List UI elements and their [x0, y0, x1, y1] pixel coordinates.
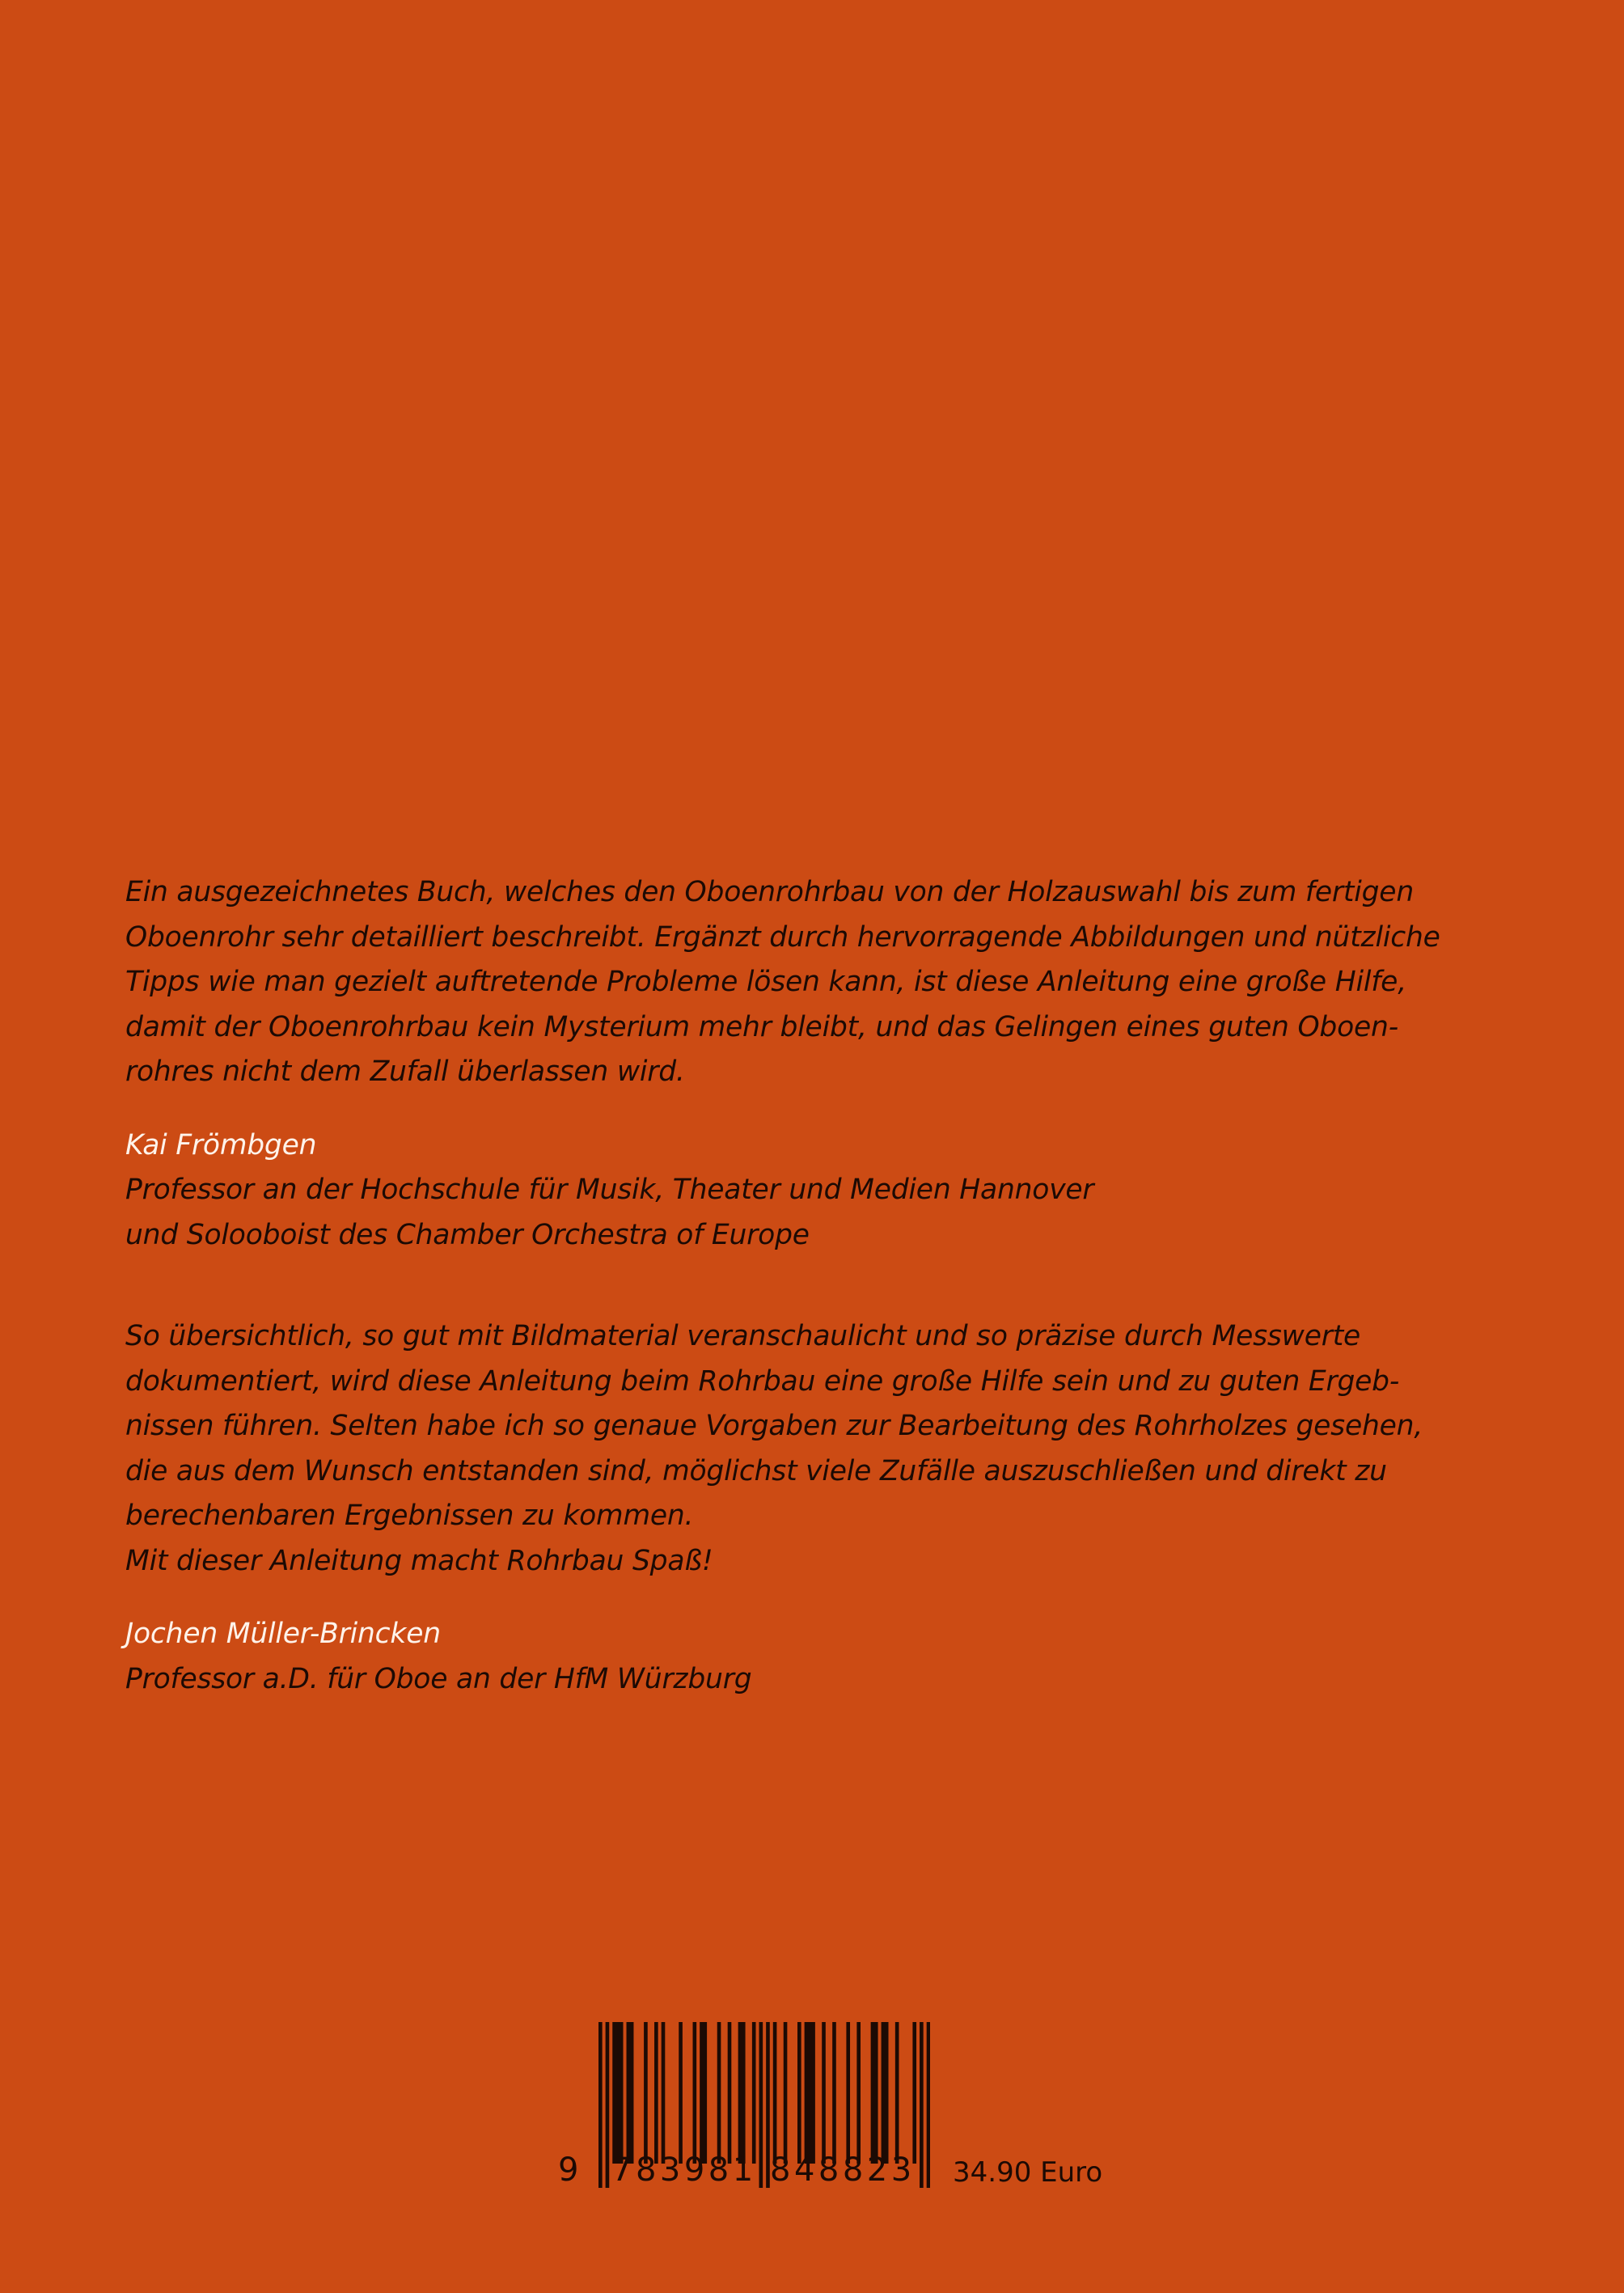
barcode-bar: [620, 2022, 624, 2164]
barcode-bar: [885, 2022, 889, 2164]
text-line: dokumentiert, wird diese Anleitung beim Rohrbau eine große Hilfe sein und zu guten Ergeb-: [125, 1364, 1400, 1398]
barcode-bar: [717, 2022, 721, 2164]
barcode-bar: [654, 2022, 658, 2164]
barcode-bar: [784, 2022, 788, 2164]
barcode-bar: [606, 2022, 610, 2188]
barcode-bar: [703, 2022, 707, 2164]
barcode-bar: [759, 2022, 763, 2188]
barcode-bar: [846, 2022, 850, 2164]
barcode-bar: [871, 2022, 875, 2164]
barcode-bar: [627, 2022, 631, 2164]
author-name: Kai Frömbgen: [125, 1128, 317, 1161]
barcode-bar: [882, 2022, 886, 2164]
text-line: nissen führen. Selten habe ich so genaue Vorgaben zur Bearbeitung des Rohrholzes gesehen,: [125, 1410, 1423, 1442]
barcode-bar: [679, 2022, 683, 2164]
text-line: rohres nicht dem Zufall überlassen wird.: [125, 1056, 685, 1088]
author-role: und Solooboist des Chamber Orchestra of Europe: [125, 1218, 810, 1251]
endorsement-2-text: [125, 1314, 1452, 1584]
barcode-first-digit: 9: [558, 2151, 584, 2189]
barcode-bar: [644, 2022, 648, 2164]
barcode-bar: [895, 2022, 899, 2164]
endorsement-1-attribution: [125, 1123, 1452, 1259]
text-line: So übersichtlich, so gut mit Bildmaterial veranschaulicht und so präzise durch Messwerte: [125, 1320, 1361, 1352]
author-role: Professor a.D. für Oboe an der HfM Würzburg: [125, 1662, 752, 1695]
text-line: berechenbaren Ergebnissen zu kommen.: [125, 1500, 694, 1532]
barcode-bar: [912, 2022, 916, 2164]
barcode-bar: [728, 2022, 732, 2164]
author-role: Professor an der Hochschule für Musik, Theater und Medien Hannover: [125, 1174, 1094, 1206]
barcode-bar: [773, 2022, 777, 2164]
barcode-bar: [662, 2022, 666, 2164]
barcode-bar: [616, 2022, 620, 2164]
price-label: 34.90 Euro: [953, 2156, 1103, 2189]
barcode-bar: [832, 2022, 836, 2164]
barcode-bar: [920, 2022, 924, 2188]
text-line: Mit dieser Anleitung macht Rohrbau Spaß!: [125, 1544, 713, 1577]
endorsements: [125, 870, 1452, 1702]
barcode-bar: [752, 2022, 756, 2164]
text-line: die aus dem Wunsch entstanden sind, möglichst viele Zufälle auszuschließen und direkt zu: [125, 1454, 1387, 1487]
barcode-bar: [822, 2022, 826, 2164]
barcode-bar: [598, 2022, 603, 2188]
barcode-bar: [808, 2022, 812, 2164]
barcode-bar: [693, 2022, 697, 2164]
barcode-bar: [700, 2022, 704, 2164]
barcode-bar: [874, 2022, 878, 2164]
barcode-bar: [738, 2022, 742, 2164]
barcode-digits-left: 783981: [611, 2151, 757, 2189]
endorsement-1-text: [125, 870, 1452, 1095]
text-line: Tipps wie man gezielt auftretende Probleme lösen kann, ist diese Anleitung eine große Hilfe,: [125, 966, 1406, 998]
barcode-bar: [805, 2022, 809, 2164]
text-line: damit der Oboenrohrbau kein Mysterium mehr bleibt, und das Gelingen eines guten Oboen-: [125, 1010, 1398, 1043]
barcode-bar: [856, 2022, 861, 2164]
barcode-bar: [927, 2022, 930, 2188]
barcode-bar: [742, 2022, 746, 2164]
barcode-bar: [630, 2022, 634, 2164]
author-name: Jochen Müller-Brincken: [125, 1618, 441, 1650]
barcode-bar: [797, 2022, 801, 2164]
text-line: Oboenrohr sehr detailliert beschreibt. Ergänzt durch hervorragende Abbildungen und nützliche: [125, 920, 1440, 954]
barcode-bar: [612, 2022, 616, 2164]
endorsement-2-attribution: [125, 1612, 1452, 1702]
barcode-bar: [811, 2022, 815, 2164]
isbn-barcode: [558, 2022, 1108, 2208]
text-line: Ein ausgezeichnetes Buch, welches den Oboenrohrbau von der Holzauswahl bis zum fertigen: [125, 876, 1414, 908]
barcode-digits-right: 848823: [770, 2151, 916, 2189]
